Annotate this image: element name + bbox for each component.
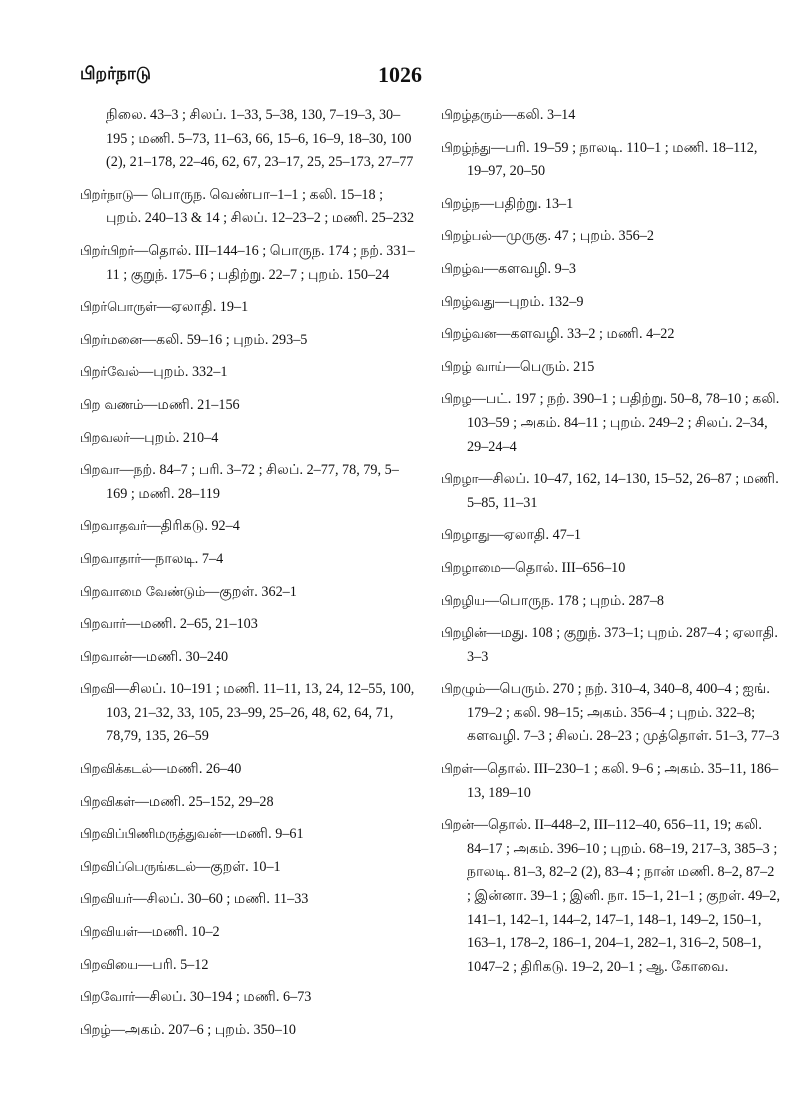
entry-references: —மணி. 21–156 bbox=[143, 396, 240, 413]
entry-references: —பரி. 5–12 bbox=[138, 956, 209, 973]
index-entry bbox=[441, 524, 781, 548]
entry-headword: பிறவிக்கடல் bbox=[80, 762, 153, 778]
index-entry bbox=[80, 921, 415, 945]
index-entry bbox=[80, 459, 415, 506]
entry-headword: பிறவான் bbox=[80, 649, 132, 665]
entry-references: —தொல். III–656–10 bbox=[500, 559, 626, 576]
index-entry bbox=[441, 225, 781, 249]
index-entry bbox=[441, 388, 781, 459]
entry-headword: பிறவிப்பிணிமருத்துவன் bbox=[80, 827, 222, 843]
entry-references: —தொல். II–448–2, III–112–40, 656–11, 19; கலி. 84–17 ; அகம். 396–10 ; புறம். 68–19, 217–3, 385–3 ; நாலடி. 81–3, 82–2 (2), 83–4 ; நான் மணி. 8–2, 87–2 ; இன்னா. 39–1 ; இனி. நா. 15–1, 21–1 ; குறள். 49–2, 141–1, 142–1, 144–2, 147–1, 148–1, 149–2, 150–1, 163–1, 178–2, 186–1, 204–1, 282–1, 316–2, 508–1, 1047–2 ; திரிகடு. 19–2, 20–1 ; ஆ. கோவை. bbox=[467, 817, 781, 975]
entry-references: —திரிகடு. 92–4 bbox=[146, 518, 240, 535]
page-header bbox=[0, 62, 800, 92]
entry-headword: பிறர்நாடு bbox=[80, 187, 134, 203]
index-entry bbox=[441, 678, 781, 749]
entry-references: —அகம். 207–6 ; புறம். 350–10 bbox=[110, 1021, 297, 1038]
entry-references: —குறள். 10–1 bbox=[196, 858, 281, 875]
entry-references: —களவழி. 9–3 bbox=[483, 260, 576, 277]
left-column bbox=[80, 104, 415, 1051]
index-entry bbox=[80, 240, 415, 287]
entry-references: —மணி. 9–61 bbox=[221, 826, 304, 843]
index-entry bbox=[80, 581, 415, 605]
entry-headword: பிறழிய bbox=[441, 593, 485, 609]
entry-headword: பிறவி bbox=[80, 682, 115, 698]
index-entry bbox=[80, 394, 415, 418]
entry-headword: பிற வணம் bbox=[80, 397, 144, 413]
index-entry bbox=[441, 468, 781, 515]
index-entry bbox=[80, 613, 415, 637]
right-column bbox=[441, 104, 781, 988]
index-entry bbox=[441, 622, 781, 669]
entry-headword: பிறழா bbox=[441, 472, 479, 488]
index-entry bbox=[80, 758, 415, 782]
entry-references: —மணி. 30–240 bbox=[131, 648, 229, 665]
index-entry bbox=[80, 986, 415, 1010]
entry-headword: பிறவோர் bbox=[80, 990, 136, 1006]
index-entry bbox=[80, 427, 415, 451]
index-entry bbox=[80, 856, 415, 880]
index-entry bbox=[80, 548, 415, 572]
entry-references: —சிலப். 30–194 ; மணி. 6–73 bbox=[135, 989, 312, 1006]
entry-headword: பிறர்பிறர் bbox=[80, 243, 135, 259]
index-entry bbox=[80, 361, 415, 385]
entry-headword: பிறழ்ந்து bbox=[441, 140, 491, 156]
entry-headword: பிறழாது bbox=[441, 528, 490, 544]
entry-references: —புறம். 132–9 bbox=[495, 293, 584, 310]
entry-references: —பதிற்று. 13–1 bbox=[479, 195, 574, 212]
entry-headword: பிறவாமை வேண்டும் bbox=[80, 584, 206, 600]
entry-headword: பிறழ்வது bbox=[441, 294, 496, 310]
running-head-word: பிறர்நாடு bbox=[80, 64, 151, 84]
entry-headword: பிறழ்வ bbox=[441, 261, 484, 277]
index-entry bbox=[441, 557, 781, 581]
entry-headword: பிறழ் bbox=[80, 1022, 111, 1038]
entry-references: —சிலப். 10–191 ; மணி. 11–11, 13, 24, 12–55, 100, 103, 21–32, 33, 105, 23–99, 25–26, 48, 62, 64, 71, 78,79, 135, 26–59 bbox=[106, 681, 415, 745]
entry-references: —சிலப். 30–60 ; மணி. 11–33 bbox=[132, 891, 309, 908]
entry-references: —பெரும். 270 ; நற். 310–4, 340–8, 400–4 ; ஐங். 179–2 ; கலி. 98–15; அகம். 356–4 ; புறம். 322–8; களவழி. 7–3 ; சிலப். 28–23 ; முத்தொள். 51–3, 77–3 bbox=[467, 681, 780, 745]
entry-references: —மது. 108 ; குறுந். 373–1; புறம். 287–4 ; ஏலாதி. 3–3 bbox=[467, 625, 778, 665]
entry-headword: பிறன் bbox=[441, 818, 474, 834]
entry-headword: பிறவியர் bbox=[80, 892, 133, 908]
entry-references: —தொல். III–144–16 ; பொருந. 174 ; நற். 331–11 ; குறுந். 175–6 ; பதிற்று. 22–7 ; புறம். 150–24 bbox=[106, 242, 415, 283]
entry-references: —மணி. 10–2 bbox=[137, 924, 220, 941]
entry-headword: பிறர்மனை bbox=[80, 332, 142, 348]
entry-references: —களவழி. 33–2 ; மணி. 4–22 bbox=[496, 326, 675, 343]
entry-headword: பிறழ்பல் bbox=[441, 229, 492, 245]
entry-headword: பிறழும் bbox=[441, 682, 486, 698]
entry-references: —கலி. 59–16 ; புறம். 293–5 bbox=[141, 331, 308, 348]
entry-headword: பிறவிப்பெருங்கடல் bbox=[80, 859, 197, 875]
index-entry bbox=[80, 104, 415, 175]
entry-headword: பிறழ்வன bbox=[441, 327, 497, 343]
index-entry bbox=[80, 515, 415, 539]
entry-references: —நாலடி. 7–4 bbox=[141, 550, 224, 567]
entry-headword: பிறள் bbox=[441, 762, 473, 778]
entry-references: —முருகு. 47 ; புறம். 356–2 bbox=[491, 228, 654, 245]
entry-references: —ஏலாதி. 19–1 bbox=[156, 299, 249, 316]
entry-references: நிலை. 43–3 ; சிலப். 1–33, 5–38, 130, 7–19–3, 30–195 ; மணி. 5–73, 11–63, 66, 15–6, 16–9, 18–30, 100 (2), 21–178, 22–46, 62, 67, 23–17, 25, 25–173, 27–77 bbox=[106, 107, 414, 171]
index-entry bbox=[441, 291, 781, 315]
entry-headword: பிறவியை bbox=[80, 957, 139, 973]
index-entry bbox=[441, 258, 781, 282]
entry-headword: பிறவிகள் bbox=[80, 794, 135, 810]
index-entry bbox=[80, 184, 415, 231]
entry-references: —பொருந. 178 ; புறம். 287–8 bbox=[484, 592, 665, 609]
index-entry bbox=[80, 954, 415, 978]
entry-headword: பிறவலர் bbox=[80, 430, 130, 446]
entry-references: —மணி. 26–40 bbox=[152, 761, 242, 778]
index-entry bbox=[80, 678, 415, 749]
index-entry bbox=[441, 814, 781, 979]
index-entry bbox=[441, 356, 781, 380]
entry-headword: பிறவா bbox=[80, 463, 120, 479]
entry-headword: பிறழ்ந bbox=[441, 196, 480, 212]
entry-references: —புறம். 210–4 bbox=[129, 429, 219, 446]
index-entry bbox=[441, 590, 781, 614]
page-number: 1026 bbox=[378, 62, 422, 87]
index-entry bbox=[80, 888, 415, 912]
index-entry bbox=[80, 329, 415, 353]
entry-references: —பெரும். 215 bbox=[505, 358, 595, 375]
index-entry bbox=[80, 823, 415, 847]
index-entry bbox=[80, 791, 415, 815]
entry-references: —பரி. 19–59 ; நாலடி. 110–1 ; மணி. 18–112, 19–97, 20–50 bbox=[467, 139, 758, 180]
entry-headword: பிறழாமை bbox=[441, 560, 501, 576]
index-entry bbox=[80, 646, 415, 670]
entry-references: —நற். 84–7 ; பரி. 3–72 ; சிலப். 2–77, 78, 79, 5–169 ; மணி. 28–119 bbox=[106, 462, 399, 502]
entry-references: —மணி. 25–152, 29–28 bbox=[134, 793, 274, 810]
entry-headword: பிறழின் bbox=[441, 626, 487, 642]
entry-headword: பிறழ் வாய் bbox=[441, 359, 506, 375]
entry-references: —ஏலாதி. 47–1 bbox=[489, 527, 581, 544]
entry-headword: பிறவியள் bbox=[80, 925, 138, 941]
entry-headword: பிறழ்தரும் bbox=[441, 108, 503, 123]
entry-references: —மணி. 2–65, 21–103 bbox=[126, 616, 258, 633]
index-entry bbox=[441, 193, 781, 217]
index-entry bbox=[80, 296, 415, 320]
entry-headword: பிறழ bbox=[441, 392, 472, 408]
entry-headword: பிறர்பொருள் bbox=[80, 300, 157, 316]
entry-references: — பொருந. வெண்பா–1–1 ; கலி. 15–18 ; புறம். 240–13 & 14 ; சிலப். 12–23–2 ; மணி. 25–232 bbox=[106, 186, 415, 227]
index-entry bbox=[80, 1019, 415, 1043]
entry-references: —பட். 197 ; நற். 390–1 ; பதிற்று. 50–8, 78–10 ; கலி. 103–59 ; அகம். 84–11 ; புறம். 249–2 ; சிலப். 2–34, 29–24–4 bbox=[467, 391, 780, 455]
entry-headword: பிறவார் bbox=[80, 617, 127, 633]
entry-references: —குறள். 362–1 bbox=[205, 583, 297, 600]
index-entry bbox=[441, 758, 781, 805]
entry-references: —புறம். 332–1 bbox=[139, 364, 228, 381]
index-entry bbox=[441, 323, 781, 347]
index-entry bbox=[441, 137, 781, 184]
index-entry bbox=[441, 104, 781, 128]
entry-headword: பிறர்வேல் bbox=[80, 365, 140, 381]
entry-headword: பிறவாதார் bbox=[80, 551, 142, 567]
entry-references: —தொல். III–230–1 ; கலி. 9–6 ; அகம். 35–11, 186–13, 189–10 bbox=[467, 761, 779, 801]
entry-headword: பிறவாதவர் bbox=[80, 519, 147, 535]
entry-references: —கலி. 3–14 bbox=[502, 107, 576, 123]
entry-references: —சிலப். 10–47, 162, 14–130, 15–52, 26–87 ; மணி. 5–85, 11–31 bbox=[467, 471, 779, 511]
